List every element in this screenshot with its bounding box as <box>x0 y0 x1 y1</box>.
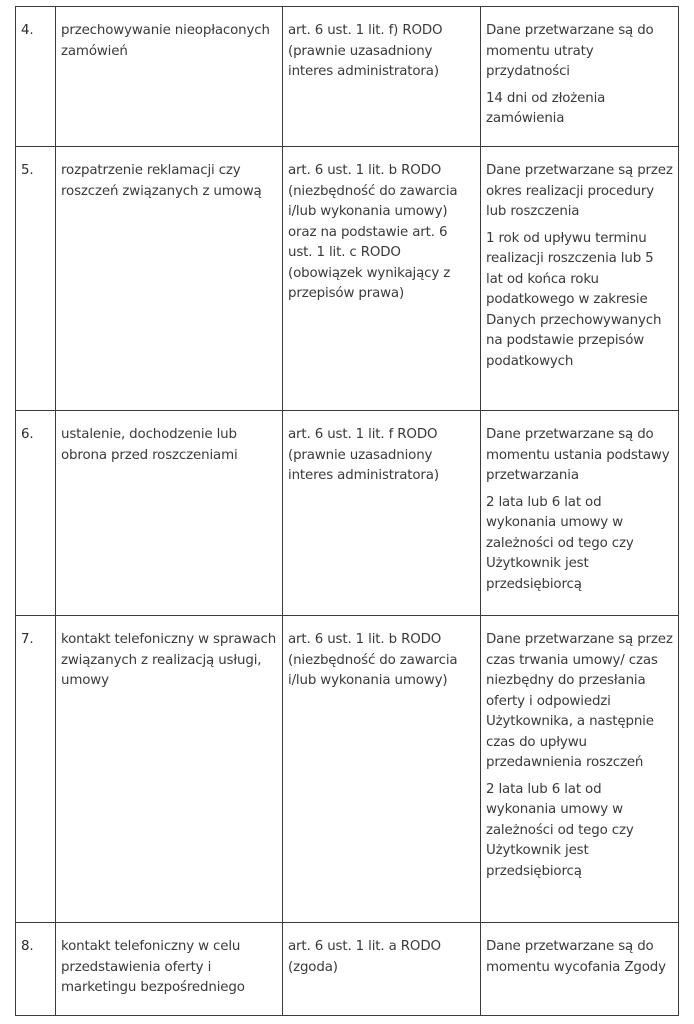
table-row <box>16 147 679 411</box>
table-row <box>16 923 679 1016</box>
retention-paragraph: 14 dni od złożenia zamówienia <box>486 90 606 126</box>
retention-paragraph: Dane przetwarzane są przez czas trwania umowy/ czas niezbędny do przesłania oferty i odpowiedzi Użytkownika, a następnie czas do upływu przedawnienia roszczeń <box>486 632 673 770</box>
retention-paragraph: 2 lata lub 6 lat od wykonania umowy w zależności od tego czy Użytkownik jest przedsiębiorcą <box>486 781 634 879</box>
row-number: 5. <box>16 147 56 411</box>
legal-basis: art. 6 ust. 1 lit. a RODO (zgoda) <box>283 923 481 1016</box>
table-row <box>16 411 679 616</box>
row-number: 8. <box>16 923 56 1016</box>
legal-basis: art. 6 ust. 1 lit. f) RODO (prawnie uzasadniony interes administratora) <box>283 7 481 147</box>
retention-period <box>481 923 679 1016</box>
table-row <box>16 616 679 923</box>
processing-purpose: kontakt telefoniczny w sprawach związanych z realizacją usługi, umowy <box>56 616 283 923</box>
retention-period <box>481 616 679 923</box>
legal-basis: art. 6 ust. 1 lit. f RODO (prawnie uzasadniony interes administratora) <box>283 411 481 616</box>
retention-paragraph: Dane przetwarzane są przez okres realizacji procedury lub roszczenia <box>486 163 673 219</box>
row-number: 6. <box>16 411 56 616</box>
table-row <box>16 7 679 147</box>
processing-purpose: ustalenie, dochodzenie lub obrona przed roszczeniami <box>56 411 283 616</box>
processing-purpose: przechowywanie nieopłaconych zamówień <box>56 7 283 147</box>
processing-purpose: kontakt telefoniczny w celu przedstawienia oferty i marketingu bezpośredniego <box>56 923 283 1016</box>
retention-period <box>481 147 679 411</box>
retention-period <box>481 411 679 616</box>
retention-paragraph: 2 lata lub 6 lat od wykonania umowy w zależności od tego czy Użytkownik jest przedsiębiorcą <box>486 494 634 592</box>
retention-paragraph: 1 rok od upływu terminu realizacji roszczenia lub 5 lat od końca roku podatkowego w zakresie Danych przechowywanych na podstawie przepisów podatkowych <box>486 230 662 369</box>
retention-paragraph: Dane przetwarzane są do momentu utraty przydatności <box>486 23 654 79</box>
row-number: 4. <box>16 7 56 147</box>
legal-basis: art. 6 ust. 1 lit. b RODO (niezbędność do zawarcia i/lub wykonania umowy) oraz na podstawie art. 6 ust. 1 lit. c RODO (obowiązek wynikający z przepisów prawa) <box>283 147 481 411</box>
retention-paragraph: Dane przetwarzane są do momentu wycofania Zgody <box>486 939 666 975</box>
processing-purpose: rozpatrzenie reklamacji czy roszczeń związanych z umową <box>56 147 283 411</box>
row-number: 7. <box>16 616 56 923</box>
legal-basis: art. 6 ust. 1 lit. b RODO (niezbędność do zawarcia i/lub wykonania umowy) <box>283 616 481 923</box>
data-processing-table <box>15 6 679 1016</box>
retention-period <box>481 7 679 147</box>
retention-paragraph: Dane przetwarzane są do momentu ustania podstawy przetwarzania <box>486 427 670 483</box>
